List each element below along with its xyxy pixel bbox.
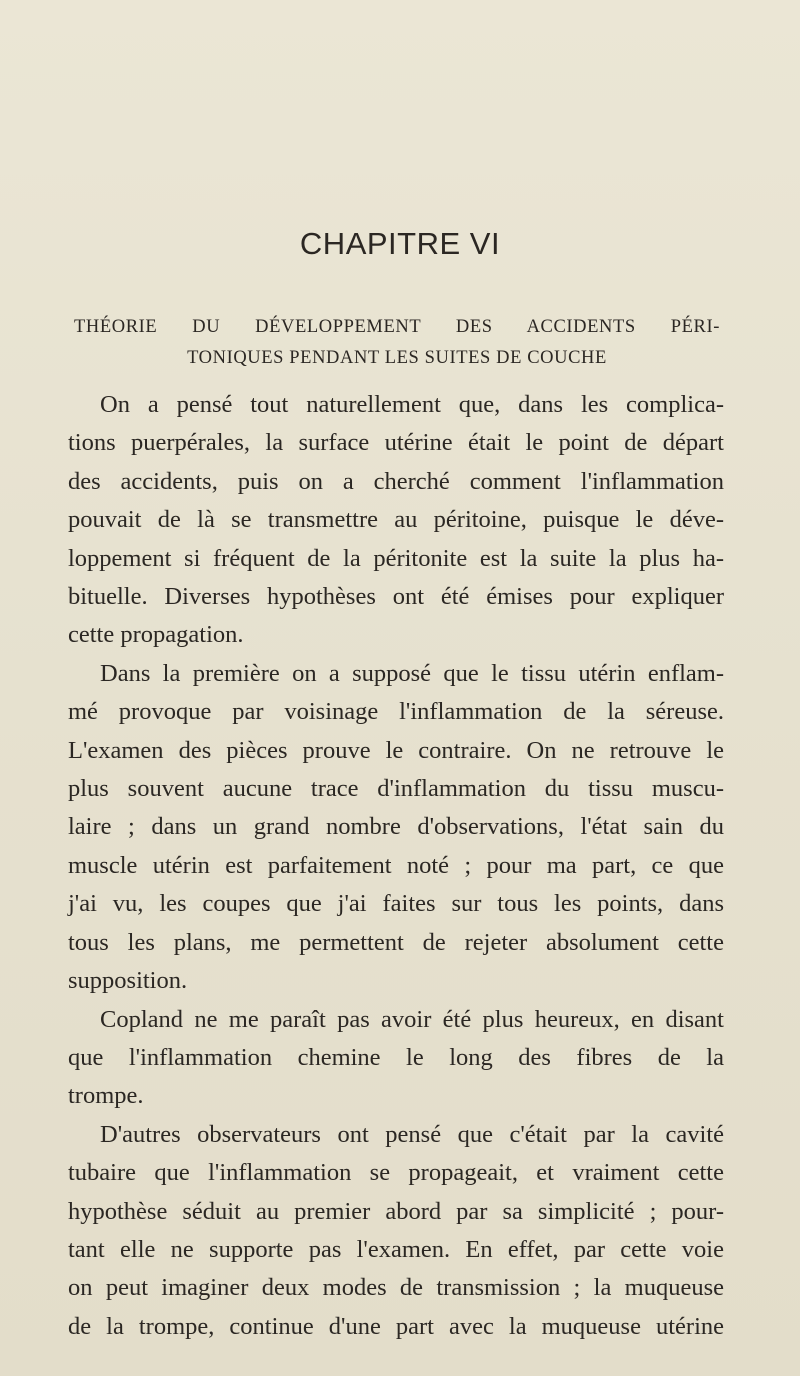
text-line: des accidents, puis on a cherché comment l'inflammation [68, 467, 724, 495]
text-line: que l'inflammation chemine le long des fibres de la [68, 1043, 724, 1071]
text-line: mé provoque par voisinage l'inflammation de la séreuse. [68, 698, 724, 726]
text-line: pouvait de là se transmettre au péritoine, puisque le déve- [68, 506, 724, 534]
text-line: Dans la première on a supposé que le tissu utérin enflam- [100, 659, 724, 687]
text-line: supposition. [68, 967, 188, 995]
text-line: Copland ne me paraît pas avoir été plus heureux, en disant [100, 1005, 724, 1033]
text-line: tions puerpérales, la surface utérine était le point de départ [68, 429, 724, 457]
text-line: D'autres observateurs ont pensé que c'était par la cavité [100, 1120, 724, 1148]
subtitle-line: THÉORIE DU DÉVELOPPEMENT DES ACCIDENTS PÉRI- [74, 317, 720, 337]
text-line: trompe. [68, 1082, 144, 1110]
body-text [68, 386, 724, 1346]
text-line: loppement si fréquent de la péritonite est la suite la plus ha- [68, 544, 724, 572]
text-line: hypothèse séduit au premier abord par sa simplicité ; pour- [68, 1197, 724, 1225]
text-line: plus souvent aucune trace d'inflammation du tissu muscu- [68, 775, 724, 803]
text-line: L'examen des pièces prouve le contraire. On ne retrouve le [68, 736, 724, 764]
chapter-subtitle [74, 312, 720, 374]
text-line: tubaire que l'inflammation se propageait, et vraiment cette [68, 1159, 724, 1187]
text-line: on peut imaginer deux modes de transmission ; la muqueuse [68, 1274, 724, 1302]
text-line: tous les plans, me permettent de rejeter absolument cette [68, 928, 724, 956]
text-line: On a pensé tout naturellement que, dans les complica- [100, 391, 724, 418]
text-line: muscle utérin est parfaitement noté ; pour ma part, ce que [68, 851, 724, 879]
chapter-title: CHAPITRE VI [299, 226, 501, 261]
text-line: de la trompe, continue d'une part avec la muqueuse utérine [68, 1312, 724, 1340]
text-line: cette propagation. [68, 621, 244, 649]
subtitle-line: TONIQUES PENDANT LES SUITES DE COUCHE [187, 348, 607, 368]
text-line: bituelle. Diverses hypothèses ont été émises pour expliquer [68, 583, 724, 611]
text-line: tant elle ne supporte pas l'examen. En effet, par cette voie [68, 1235, 724, 1263]
text-line: laire ; dans un grand nombre d'observations, l'état sain du [68, 813, 724, 841]
text-line: j'ai vu, les coupes que j'ai faites sur tous les points, dans [68, 890, 724, 918]
